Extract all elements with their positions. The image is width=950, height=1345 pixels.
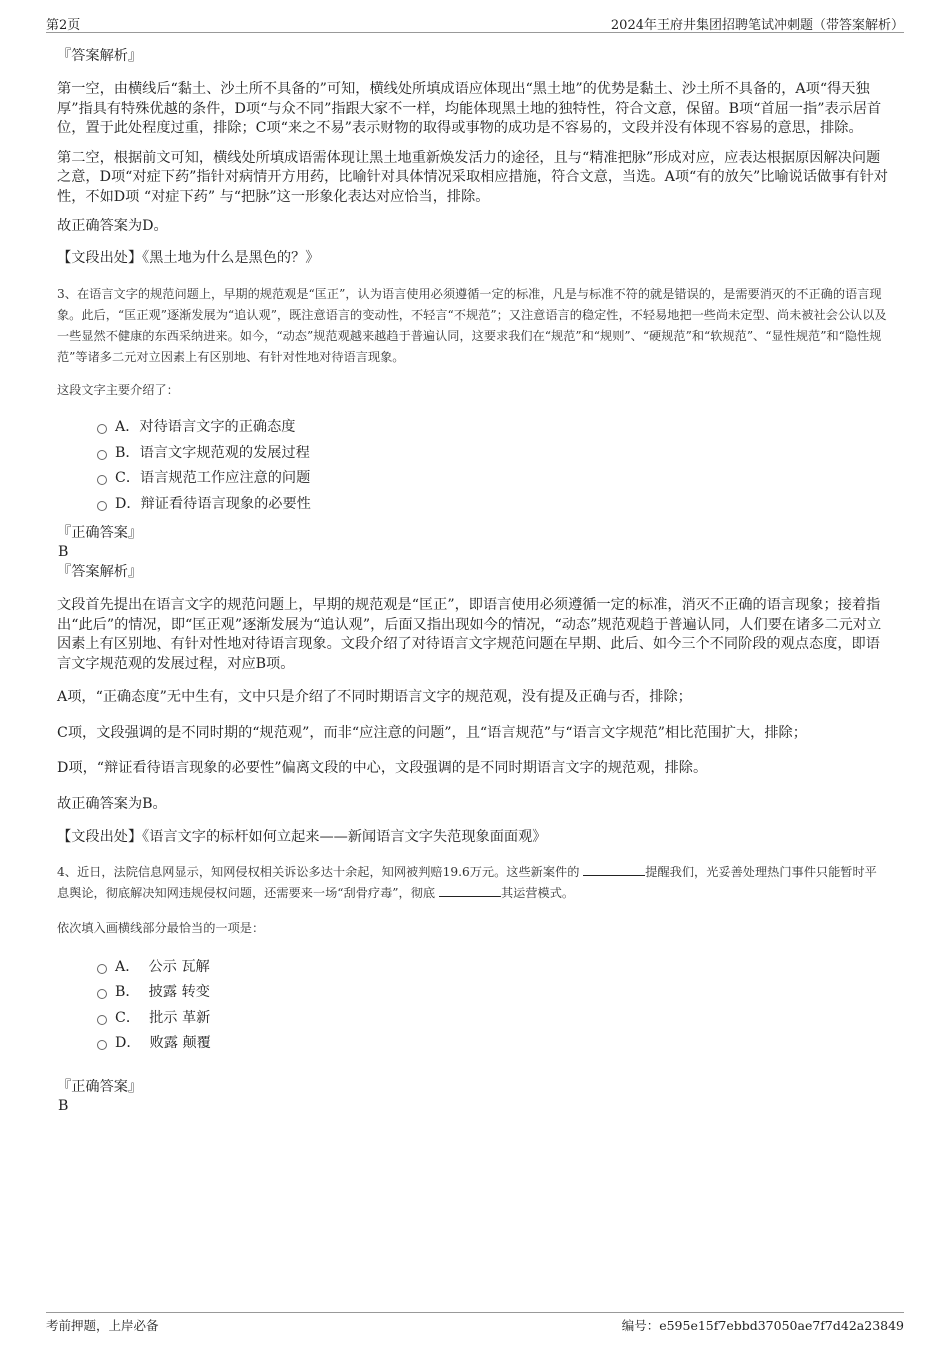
radio-icon[interactable] — [97, 1015, 107, 1025]
radio-icon[interactable] — [97, 964, 107, 974]
q3-analysis-tag: 『答案解析』 — [57, 564, 143, 580]
q2-analysis-para1: 第一空，由横线后“黏土、沙土所不具备的”可知，横线处所填成语应体现出“黑土地”的优势是黏土、沙土所不具备的，A项“得天独厚”指具有特殊优越的条件，D项“与众不同”指跟大家不一样，均能体现黑土地的独特性，符合文意，保留。B项“首屈一指”表示居首位，置于此处程度过重，排除；C项“来之不易”表示财物的取得或事物的成功是不容易的，文段并没有体现不容易的意思，排除。 — [57, 81, 882, 136]
q2-analysis-para2: 第二空，根据前文可知，横线处所填成语需体现让黑土地重新焕发活力的途径，且与“精准把脉”形成对应，应表达根据原因解决问题之意，D项“对症下药”指针对病情开方用药，比喻针对具体情况采取相应措施，符合文意，当选。A项“有的放矢”比喻说话做事有针对性，不如D项 “对症下药” 与“把脉”这一形象化表达对应恰当，排除。 — [57, 149, 888, 205]
q4-question: 依次填入画横线部分最恰当的一项是： — [57, 920, 265, 935]
q2-conclusion: 故正确答案为D。 — [57, 218, 168, 234]
q4-answer: B — [58, 1097, 69, 1114]
q3-option-d[interactable]: D．辩证看待语言现象的必要性 — [97, 492, 888, 518]
q4-option-b[interactable]: B． 披露 转变 — [97, 980, 888, 1006]
q3-question: 这段文字主要介绍了： — [57, 383, 179, 397]
radio-icon[interactable] — [97, 424, 107, 434]
q4-option-a[interactable]: A． 公示 瓦解 — [97, 955, 888, 981]
radio-icon[interactable] — [97, 1040, 107, 1050]
page-header — [46, 12, 904, 33]
radio-icon[interactable] — [97, 475, 107, 485]
q3-analysis-3: C项，文段强调的是不同时期的“规范观”，而非“应注意的问题”，且“语言规范”与“语言文字规范”相比范围扩大，排除； — [57, 724, 807, 741]
q4-answer-tag: 『正确答案』 — [57, 1078, 143, 1095]
q3-conclusion: 故正确答案为B。 — [57, 795, 167, 812]
q3-answer: B — [58, 544, 69, 560]
q3-option-c[interactable]: C．语言规范工作应注意的问题 — [97, 466, 888, 492]
q4-stem: 4、近日，法院信息网显示，知网侵权相关诉讼多达十余起，知网被判赔19.6万元。这些新案件的 提醒我们，光妥善处理热门事件只能暂时平息舆论，彻底解决知网违规侵权问题，还需要来一场“刮骨疗毒”，彻底 其运营模式。 — [57, 864, 877, 900]
radio-icon[interactable] — [97, 989, 107, 999]
q3-option-b[interactable]: B．语言文字规范观的发展过程 — [97, 441, 888, 467]
blank-2 — [439, 884, 501, 897]
document-title: 2024年王府井集团招聘笔试冲刺题（带答案解析） — [610, 18, 904, 33]
page-content — [57, 46, 888, 1116]
page-number: 第2页 — [46, 18, 81, 33]
q4-option-c[interactable]: C． 批示 革新 — [97, 1006, 888, 1032]
q3-options — [57, 415, 888, 517]
radio-icon[interactable] — [97, 501, 107, 511]
footer-slogan: 考前押题，上岸必备 — [46, 1318, 159, 1333]
q3-answer-tag: 『正确答案』 — [57, 525, 143, 541]
q3-analysis-1: 文段首先提出在语言文字的规范问题上，早期的规范观是“匡正”，即语言使用必须遵循一定的标准，消灭不正确的语言现象；接着指出“此后”的情况，即“匡正观”逐渐发展为“追认观”，后面又指出现如今的情况，“动态”规范观趋于普遍认同，人们要在诸多二元对立因素上有区别地、有针对性地对待语言现象。文段介绍了对待语言文字规范问题在早期、此后、如今三个不同阶段的观点态度，即语言文字规范观的发展过程，对应B项。 — [57, 597, 882, 672]
q3-source: 【文段出处】《语言文字的标杆如何立起来——新闻语言文字失范现象面面观》 — [57, 829, 547, 845]
q4-options — [57, 955, 888, 1057]
page-footer — [46, 1312, 904, 1337]
q3-stem: 3、在语言文字的规范问题上，早期的规范观是“匡正”，认为语言使用必须遵循一定的标准，凡是与标准不符的就是错误的，是需要消灭的不正确的语言现象。此后，“匡正观”逐渐发展为“追认观”，既注意语言的变动性，不轻言“不规范”；又注意语言的稳定性，不轻易地把一些尚未定型、尚未被社会公认以及一些显然不健康的东西采纳进来。如今，“动态”规范观越来越趋于普遍认同，这要求我们在“规范”和“规则”、“硬规范”和“软规范”、“显性规范”和“隐性规范”等诸多二元对立因素上有区别地、有针对性地对待语言现象。 — [57, 287, 887, 364]
radio-icon[interactable] — [97, 450, 107, 460]
q3-option-a[interactable]: A．对待语言文字的正确态度 — [97, 415, 888, 441]
q2-source: 【文段出处】《黑土地为什么是黑色的？》 — [57, 249, 320, 266]
footer-serial: 编号：e595e15f7ebbd37050ae7f7d42a23849 — [621, 1318, 904, 1333]
blank-1 — [583, 863, 645, 876]
q4-option-d[interactable]: D． 败露 颠覆 — [97, 1031, 888, 1057]
q3-analysis-4: D项，“辩证看待语言现象的必要性”偏离文段的中心，文段强调的是不同时期语言文字的规范观，排除。 — [57, 760, 708, 776]
q2-analysis-tag: 『答案解析』 — [57, 48, 143, 64]
q3-analysis-2: A项，“正确态度”无中生有，文中只是介绍了不同时期语言文字的规范观，没有提及正确与否，排除； — [57, 689, 692, 705]
